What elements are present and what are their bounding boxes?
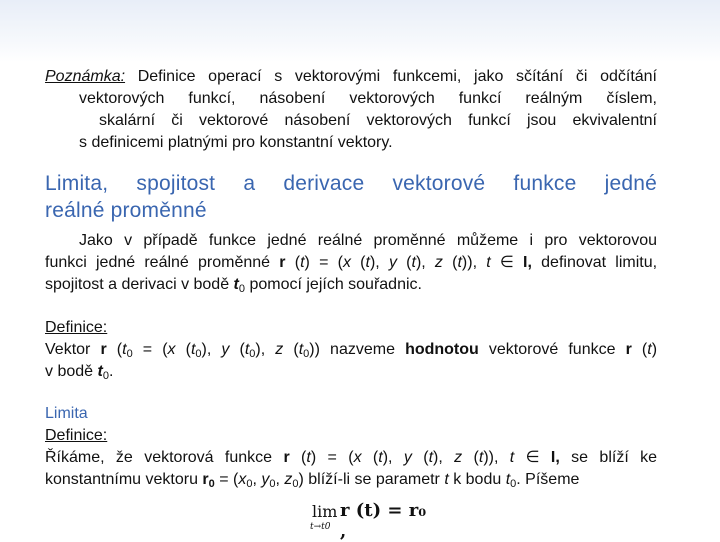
limit-line-2: konstantnímu vektoru $r_0 = (x_0$, $y_0$, $z_0$) blíží-li se parametr t k bodu $t_0$. Píšeme <box>45 471 580 490</box>
note-label: Poznámka: <box>45 68 126 85</box>
definition-label: Definice: <box>45 319 108 336</box>
limit-definition-label: Definice: <box>45 427 108 444</box>
formula-subscript: t→t0 <box>310 522 331 532</box>
limit-title: Limita <box>45 405 88 422</box>
formula-expression: r (t) = r₀ , <box>340 500 427 542</box>
definition-line-2: v bodě $t_0$. <box>45 363 114 382</box>
limit-formula <box>308 500 428 542</box>
intro-line-3: spojitost a derivaci v bodě $t_0$ pomocí jejích souřadnic. <box>45 276 422 295</box>
formula-lim: lim <box>312 502 338 521</box>
intro-line-2: funkci jedné reálné proměnné r (t) = (x (t), y (t), z (t)), t ∈ I, definovat limitu, <box>45 254 658 271</box>
section-heading: Limita, spojitost a derivace vektorové funkce jedné reálné proměnné <box>45 172 657 222</box>
limit-section <box>45 403 657 491</box>
note-line-4: s definicemi platnými pro konstantní vektory. <box>79 134 393 151</box>
note-block <box>45 66 657 154</box>
note-line-3: skalární či vektorové násobení vektorových funkcí jsou ekvivalentní <box>99 112 657 129</box>
note-line-2: vektorových funkcí, násobení vektorových funkcí reálným číslem, <box>79 90 657 107</box>
note-line-1: Poznámka: Definice operací s vektorovými funkcemi, jako sčítání či odčítání <box>45 68 657 85</box>
definition-value <box>45 317 657 383</box>
intro-paragraph <box>45 230 657 296</box>
definition-line-1: Vektor r ($t_0 = (x$ $(t_0)$, y $(t_0)$, z $(t_0)$) nazveme hodnotou vektorové funkce r (t) <box>45 341 658 360</box>
limit-line-1: Říkáme, že vektorová funkce r (t) = (x (t), y (t), z (t)), t ∈ I, se blíží ke <box>45 449 658 466</box>
intro-line-1: Jako v případě funkce jedné reálné proměnné můžeme i pro vektorovou <box>79 232 657 249</box>
